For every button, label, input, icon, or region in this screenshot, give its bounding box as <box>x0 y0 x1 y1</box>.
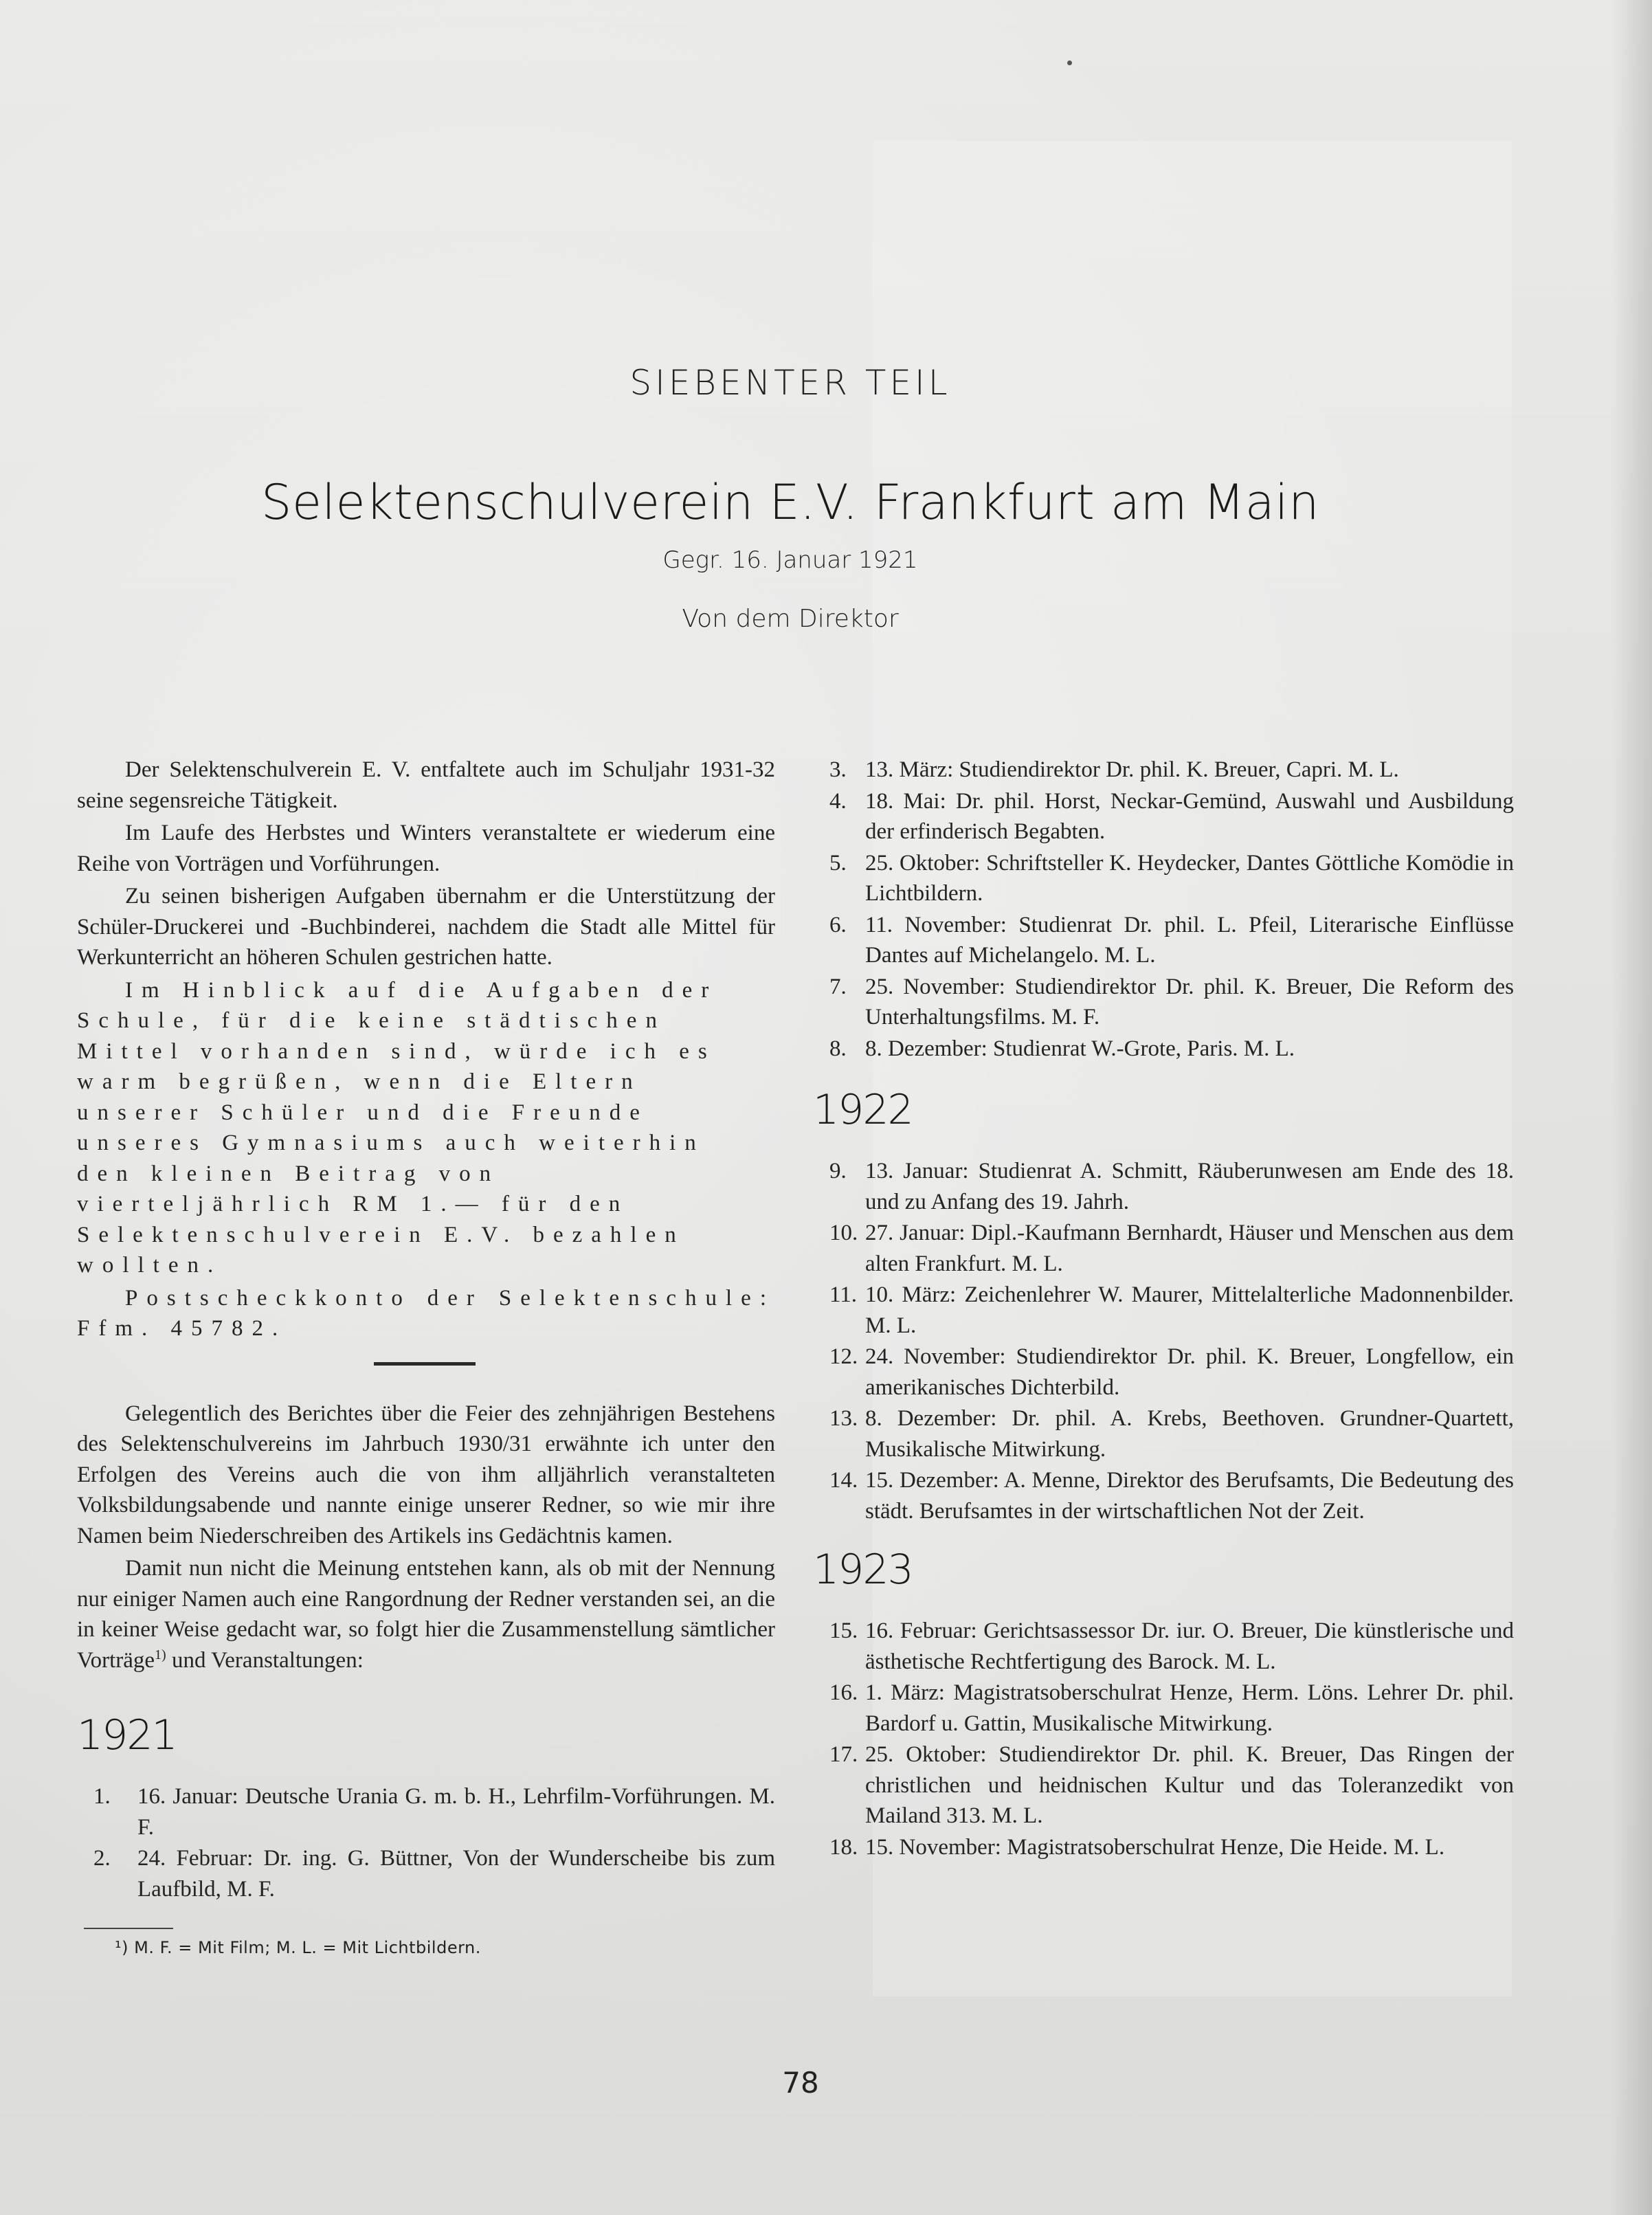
list-item <box>77 1843 775 1904</box>
right-column <box>813 755 1514 1863</box>
event-number: 16. <box>829 1680 858 1705</box>
event-text: 16. Januar: Deutsche Urania G. m. b. H., Lehrfilm-Vorführungen. M. F. <box>137 1784 775 1840</box>
event-text: 25. November: Studiendirektor Dr. phil. K. Breuer, Die Reform des Unterhaltungsfilms. M. F. <box>865 974 1514 1029</box>
event-text: 24. Februar: Dr. ing. G. Büttner, Von der Wunderscheibe bis zum Laufbild, M. F. <box>137 1846 775 1902</box>
list-item <box>813 1403 1514 1465</box>
event-text: 24. November: Studiendirektor Dr. phil. K. Breuer, Longfellow, ein amerikanisches Dichterbild. <box>865 1344 1514 1400</box>
list-item <box>813 848 1514 909</box>
intro-paragraph: Im Laufe des Herbstes und Winters veranstaltete er wiederum eine Reihe von Vorträgen und Vorführungen. <box>77 821 775 876</box>
dust-speck <box>1067 60 1072 65</box>
postal-account: Postscheckkonto der Selektenschule: Ffm. 45782. <box>77 1285 775 1341</box>
list-item <box>813 910 1514 971</box>
event-number: 15. <box>829 1618 858 1643</box>
list-item <box>813 1832 1514 1863</box>
event-list-1921 <box>77 1781 775 1904</box>
list-item <box>813 755 1514 786</box>
event-list-1923 <box>813 1616 1514 1862</box>
event-text: 10. März: Zeichenlehrer W. Maurer, Mittelalterliche Madonnenbilder. M. L. <box>865 1282 1514 1338</box>
event-text: 13. Januar: Studienrat A. Schmitt, Räuberunwesen am Ende des 18. und zu Anfang des 19. Jahrh. <box>865 1159 1514 1214</box>
event-text: 11. November: Studienrat Dr. phil. L. Pfeil, Literarische Einflüsse Dantes auf Michelangelo. M. L. <box>865 912 1514 968</box>
page-edge-shadow <box>1611 0 1652 2215</box>
event-text: 18. Mai: Dr. phil. Horst, Neckar-Gemünd, Auswahl und Ausbildung der erfinderisch Begabten. <box>865 788 1514 844</box>
left-column <box>77 755 775 1959</box>
event-text: 13. März: Studiendirektor Dr. phil. K. Breuer, Capri. M. L. <box>865 757 1399 782</box>
event-text: 15. Dezember: A. Menne, Direktor des Berufsamts, Die Bedeutung des städt. Berufsamtes in der wirtschaftlichen Not der Zeit. <box>865 1468 1514 1524</box>
year-heading-1923: 1923 <box>813 1546 913 1594</box>
list-item <box>813 1465 1514 1526</box>
page-number: 78 <box>782 2066 819 2100</box>
event-number: 8. <box>829 1036 847 1061</box>
event-number: 12. <box>829 1344 858 1369</box>
intro-paragraph: Der Selektenschulverein E. V. entfaltete auch im Schuljahr 1931-32 seine segensreiche Tätigkeit. <box>77 757 775 813</box>
byline: Von dem Direktor <box>682 605 899 633</box>
list-item <box>813 1218 1514 1279</box>
intro-paragraph: Zu seinen bisherigen Aufgaben übernahm er die Unterstützung der Schüler-Druckerei und -Buchbinderei, nachdem die Stadt alle Mittel für Werkunterricht an höheren Schulen gestrichen hatte. <box>77 884 775 970</box>
report-text-end: und Veranstaltungen: <box>166 1647 364 1673</box>
event-text: 27. Januar: Dipl.-Kaufmann Bernhardt, Häuser und Menschen aus dem alten Frankfurt. M. L. <box>865 1221 1514 1276</box>
list-item <box>813 786 1514 847</box>
event-text: 25. Oktober: Studiendirektor Dr. phil. K. Breuer, Das Ringen der christlichen und heidnischen Kultur und das Toleranzedikt von Mailand 313. M. L. <box>865 1742 1514 1828</box>
list-item <box>813 1280 1514 1341</box>
report-text: Damit nun nicht die Meinung entstehen kann, als ob mit der Nennung nur einiger Namen auch eine Rangordnung der Redner verstanden sei, an die in keiner Weise gedacht war, so folgt hier die Zusammenstellung sämtlicher Vorträge <box>77 1556 775 1673</box>
report-paragraph: Gelegentlich des Berichtes über die Feier des zehnjährigen Bestehens des Selektenschulvereins im Jahrbuch 1930/31 erwähnte ich unter den Erfolgen des Vereins auch die von ihm alljährlich veranstalteten Volksbildungsabende und nannte einige unserer Redner, so wie mir ihre Namen beim Niederschreiben des Artikels ins Gedächtnis kamen. <box>77 1401 775 1548</box>
event-list-1921-cont <box>813 755 1514 1064</box>
footnote: ¹) M. F. = Mit Film; M. L. = Mit Lichtbildern. <box>115 1938 481 1957</box>
event-number: 10. <box>829 1221 858 1245</box>
event-text: 25. Oktober: Schriftsteller K. Heydecker, Dantes Göttliche Komödie in Lichtbildern. <box>865 850 1514 906</box>
founding-date: Gegr. 16. Januar 1921 <box>662 546 918 574</box>
event-number: 11. <box>829 1282 858 1307</box>
event-number: 4. <box>829 788 847 814</box>
event-list-1922 <box>813 1156 1514 1526</box>
event-number: 5. <box>829 850 847 876</box>
list-item <box>77 1781 775 1843</box>
footnote-marker: 1) <box>155 1647 166 1662</box>
event-number: 1. <box>93 1784 111 1809</box>
report-paragraph <box>77 1553 775 1676</box>
event-text: 16. Februar: Gerichtsassessor Dr. iur. O. Breuer, Die künstlerische und ästhetische Rechtfertigung des Barock. M. L. <box>865 1618 1514 1674</box>
event-number: 14. <box>829 1468 858 1493</box>
event-number: 6. <box>829 912 847 937</box>
event-number: 13. <box>829 1406 858 1431</box>
event-number: 3. <box>829 757 847 782</box>
event-text: 8. Dezember: Dr. phil. A. Krebs, Beethoven. Grundner-Quartett, Musikalische Mitwirkung. <box>865 1406 1514 1462</box>
list-item <box>813 972 1514 1033</box>
list-item <box>813 1342 1514 1403</box>
event-number: 18. <box>829 1834 858 1860</box>
footnote-rule <box>84 1928 173 1929</box>
list-item <box>813 1616 1514 1677</box>
event-number: 9. <box>829 1159 847 1183</box>
list-item <box>813 1678 1514 1739</box>
event-text: 8. Dezember: Studienrat W.-Grote, Paris. M. L. <box>865 1036 1295 1061</box>
page-title: Selektenschulverein E.V. Frankfurt am Main <box>261 474 1319 531</box>
event-text: 15. November: Magistratsoberschulrat Henze, Die Heide. M. L. <box>865 1834 1445 1860</box>
year-heading-1921: 1921 <box>77 1711 177 1759</box>
event-text: 1. März: Magistratsoberschulrat Henze, Herm. Löns. Lehrer Dr. phil. Bardorf u. Gattin, Musikalische Mitwirkung. <box>865 1680 1514 1736</box>
list-item <box>813 1156 1514 1217</box>
list-item <box>813 1034 1514 1065</box>
year-heading-1922: 1922 <box>813 1086 913 1134</box>
event-number: 17. <box>829 1742 858 1767</box>
list-item <box>813 1739 1514 1832</box>
event-number: 2. <box>93 1846 111 1871</box>
appeal-paragraph: Im Hinblick auf die Aufgaben der Schule, für die keine städtischen Mittel vorhanden sind, würde ich es warm begrüßen, wenn die Eltern unserer Schüler und die Freunde unseres Gymnasiums auch weiterhin den kleinen Beitrag von vierteljährlich RM 1.— für den Selektenschulverein E.V. bezahlen wollten. <box>77 977 718 1278</box>
event-number: 7. <box>829 974 847 999</box>
part-heading: SIEBENTER TEIL <box>629 363 951 403</box>
